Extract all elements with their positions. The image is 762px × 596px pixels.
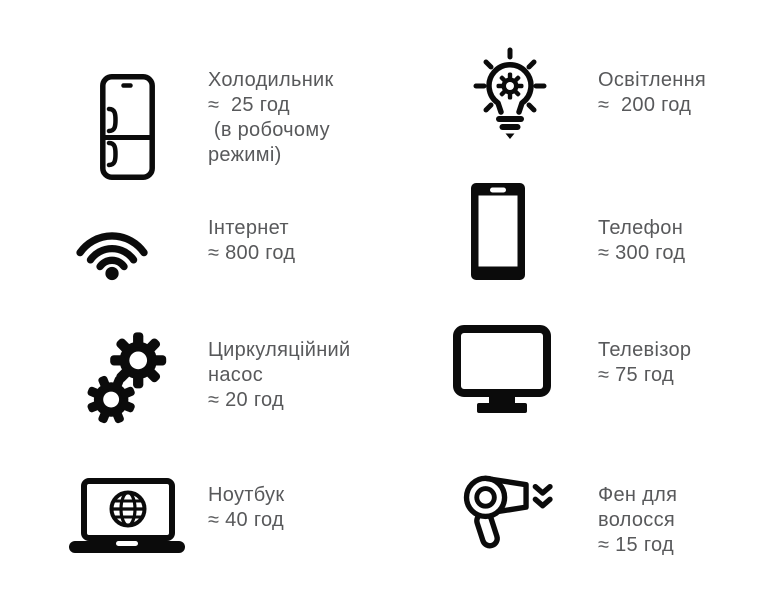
usage-hours: ≈ 300 год	[598, 242, 686, 264]
usage-hours: ≈ 40 год	[208, 509, 284, 531]
usage-hours: ≈ 200 год	[598, 94, 692, 116]
wifi-icon	[74, 224, 152, 283]
detail-line: режимі)	[208, 144, 282, 166]
appliance-name: Фен для	[598, 484, 678, 506]
appliance-name: Інтернет	[208, 217, 289, 239]
appliance-name: Холодильник	[208, 69, 334, 91]
usage-hours: ≈ 75 год	[598, 364, 674, 386]
appliance-name: Ноутбук	[208, 484, 285, 506]
usage-hours: ≈ 800 год	[208, 242, 296, 264]
tv-label	[598, 338, 691, 388]
detail-line: (в робочому	[208, 119, 330, 141]
hair-dryer-label	[598, 483, 677, 558]
refrigerator-label	[208, 68, 334, 168]
usage-hours: ≈ 15 год	[598, 534, 674, 556]
usage-hours: ≈ 20 год	[208, 389, 284, 411]
globe-icon	[112, 493, 145, 526]
appliance-name: Освітлення	[598, 69, 707, 91]
lightbulb-icon	[465, 46, 555, 144]
appliance-name: волосся	[598, 509, 676, 531]
laptop-icon	[69, 478, 185, 554]
lighting-label	[598, 68, 706, 118]
hair-dryer-icon	[461, 472, 555, 554]
appliance-name: насос	[208, 364, 264, 386]
usage-hours: ≈ 25 год	[208, 94, 290, 116]
laptop-label	[208, 483, 284, 533]
circulation-pump-label	[208, 338, 350, 413]
appliance-name: Телефон	[598, 217, 684, 239]
phone-label	[598, 216, 685, 266]
air-flow-icon	[535, 487, 550, 506]
tv-icon	[453, 325, 551, 413]
appliance-name: Циркуляційний	[208, 339, 351, 361]
refrigerator-icon	[100, 74, 155, 180]
gears-icon	[85, 330, 169, 428]
appliance-name: Телевізор	[598, 339, 692, 361]
internet-label	[208, 216, 295, 266]
smartphone-icon	[471, 183, 525, 280]
